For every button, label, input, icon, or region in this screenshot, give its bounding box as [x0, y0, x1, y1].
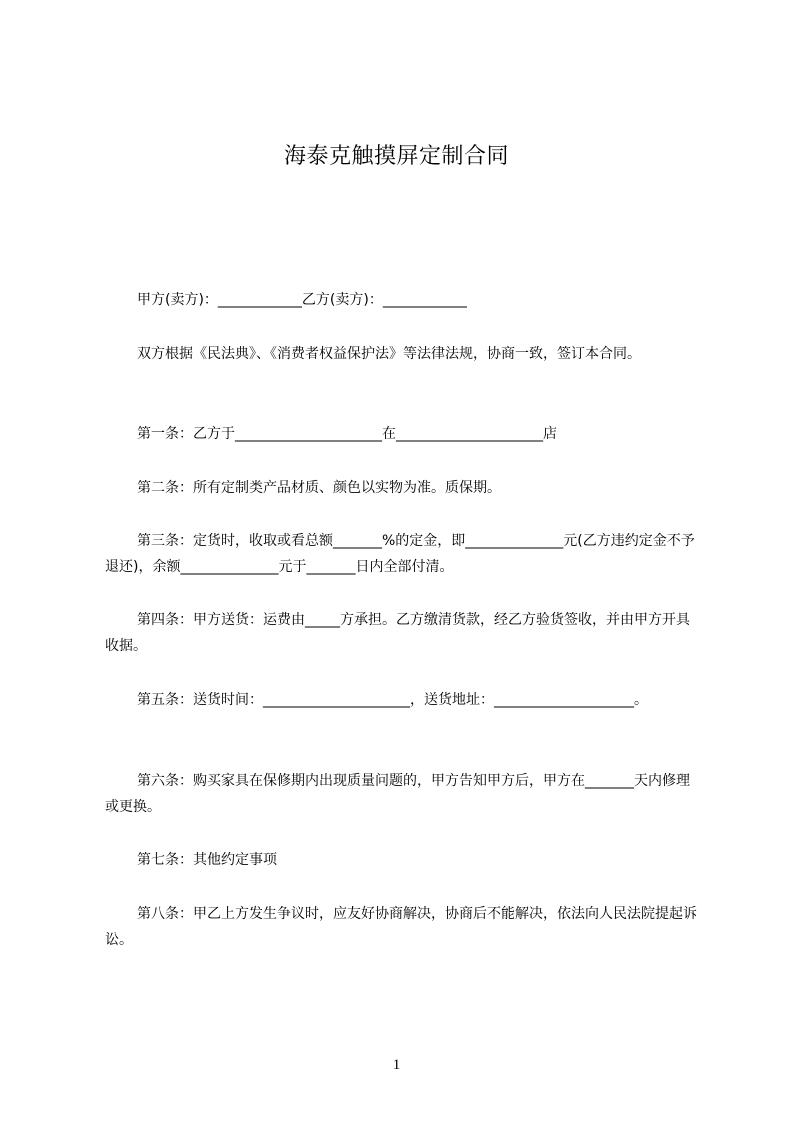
article-3: 第三条：定货时，收取或看总额_______%的定金，即______________元(乙方违约定金不予退还)，余额______________元于_______日内全部付清。	[105, 533, 695, 575]
article-7: 第七条：其他约定事项	[137, 852, 277, 868]
page-number: 1	[392, 1057, 401, 1073]
article-6: 第六条：购买家具在保修期内出现质量问题的，甲方告知甲方后，甲方在_______天内修理或更换。	[105, 773, 690, 815]
article-8: 第八条：甲乙上方发生争议时，应友好协商解决，协商后不能解决，依法向人民法院提起诉讼。	[105, 906, 697, 948]
contract-title: 海泰克触摸屏定制合同	[283, 144, 509, 169]
article-2: 第二条：所有定制类产品材质、颜色以实物为准。质保期。	[137, 480, 501, 496]
article-1: 第一条：乙方于_____________________在_____________________店	[137, 426, 557, 442]
preamble-paragraph: 双方根据《民法典》、《消费者权益保护法》等法律法规，协商一致，签订本合同。	[137, 346, 641, 362]
article-5: 第五条：送货时间：_____________________，送货地址：____________________。	[137, 692, 648, 708]
parties-line: 甲方(卖方)：____________乙方(卖方)：____________	[137, 292, 467, 308]
article-4: 第四条：甲方送货：运费由_____方承担。乙方缴清货款，经乙方验货签收，并由甲方开具收据。	[105, 612, 690, 654]
